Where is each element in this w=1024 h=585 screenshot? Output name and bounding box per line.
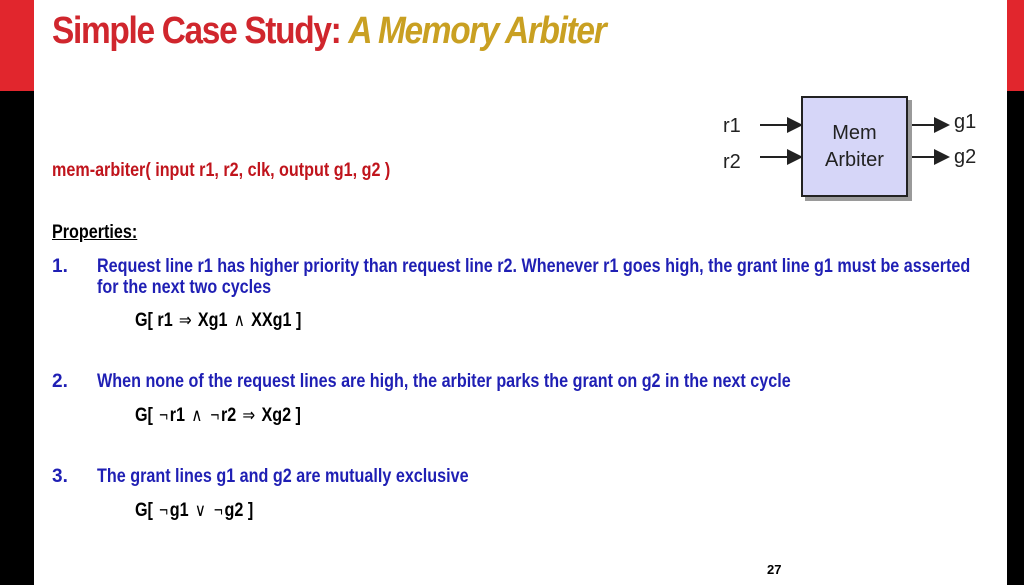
page-number: 27 xyxy=(767,562,782,577)
not-symbol: ¬ xyxy=(159,500,169,520)
output-g1-label: g1 xyxy=(954,111,977,133)
formula-part: r2 xyxy=(220,405,241,426)
property-1-text: Request line r1 has higher priority than request line r2. Whenever r1 goes high, the grant line g1 must be asserted for the next two cycles xyxy=(97,256,971,298)
or-symbol: ∨ xyxy=(194,500,207,520)
not-symbol: ¬ xyxy=(159,405,169,425)
implies-symbol: ⇒ xyxy=(242,405,256,425)
formula-part: Xg2 ] xyxy=(256,405,301,426)
formula-part: G[ r1 xyxy=(135,310,178,331)
title-main: Simple Case Study: xyxy=(52,10,349,52)
not-symbol: ¬ xyxy=(213,500,223,520)
block-label-line1: Mem xyxy=(832,121,877,144)
and-symbol: ∧ xyxy=(191,405,203,425)
formula-part: g2 ] xyxy=(224,500,254,521)
title-accent: A Memory Arbiter xyxy=(348,10,606,52)
formula-part: G[ xyxy=(135,405,158,426)
block-label-line2: Arbiter xyxy=(825,148,884,171)
not-symbol: ¬ xyxy=(210,405,220,425)
formula-part: G[ xyxy=(135,500,158,521)
property-3-number: 3. xyxy=(52,466,68,487)
properties-heading: Properties: xyxy=(52,222,138,243)
formula-part: g1 xyxy=(169,500,194,521)
mem-arbiter-block xyxy=(801,96,908,197)
output-g2-label: g2 xyxy=(954,146,977,168)
property-3-text: The grant lines g1 and g2 are mutually exclusive xyxy=(97,466,469,487)
and-symbol: ∧ xyxy=(233,310,245,330)
property-2-text: When none of the request lines are high, the arbiter parks the grant on g2 in the next cycle xyxy=(97,371,791,392)
formula-part: Xg1 xyxy=(193,310,233,331)
formula-part: r1 xyxy=(169,405,190,426)
input-r1-label: r1 xyxy=(723,115,741,137)
input-r2-label: r2 xyxy=(723,151,741,173)
property-1-number: 1. xyxy=(52,256,68,277)
property-2-number: 2. xyxy=(52,371,68,392)
implies-symbol: ⇒ xyxy=(178,310,192,330)
formula-part: XXg1 ] xyxy=(246,310,302,331)
module-signature: mem-arbiter( input r1, r2, clk, output g1, g2 ) xyxy=(52,160,391,181)
